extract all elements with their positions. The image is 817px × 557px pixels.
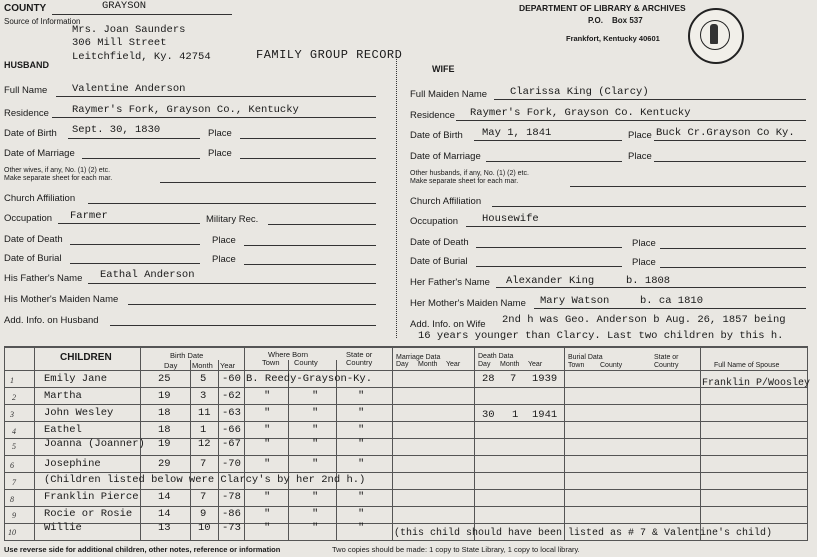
header-country: Country [346, 358, 373, 367]
wife-other-husbands-note-2: Make separate sheet for each mar. [410, 178, 519, 185]
child-name: Martha [44, 390, 82, 402]
birth-county: " [312, 390, 319, 402]
source-label: Source of Information [4, 17, 81, 26]
header-spouse: Full Name of Spouse [714, 362, 780, 369]
wife-burial-place-label: Place [632, 257, 656, 268]
birth-town: " [264, 458, 271, 470]
header-marriage-data: Marriage Data [396, 354, 441, 361]
county-label: COUNTY [4, 3, 47, 14]
wife-death-label: Date of Death [410, 237, 469, 248]
birth-month: 10 [198, 522, 211, 534]
birth-year: -66 [222, 424, 241, 436]
wife-marriage-place-label: Place [628, 151, 652, 162]
underline [160, 182, 376, 183]
row-check-mark: 10 [8, 528, 16, 537]
husband-residence: Raymer's Fork, Grayson Co., Kentucky [72, 104, 299, 116]
po-box: Box 537 [612, 16, 643, 25]
birth-state: " [358, 458, 365, 470]
underline [244, 264, 376, 265]
header-burial-county: County [600, 362, 623, 369]
birth-month: 1 [200, 424, 207, 436]
wife-mother-birth: b. ca 1810 [640, 295, 704, 307]
husband-birth-label: Date of Birth [4, 128, 57, 139]
header-where-born: Where Born [268, 350, 309, 359]
birth-day: 18 [158, 424, 171, 436]
husband-church-label: Church Affiliation [4, 193, 76, 204]
wife-residence: Raymer's Fork, Grayson Co. Kentucky [470, 107, 691, 119]
child-name: Willie [44, 522, 82, 534]
header-children: CHILDREN [60, 352, 112, 363]
birth-year: -67 [222, 438, 241, 450]
birth-town: B. Reedy-Grayson-Ky. [246, 373, 373, 385]
wife-birth-place-label: Place [628, 130, 652, 141]
wife-add-info-label: Add. Info. on Wife [410, 319, 486, 330]
wife-church-label: Church Affiliation [410, 196, 482, 207]
underline [494, 99, 806, 100]
husband-add-info-label: Add. Info. on Husband [4, 315, 99, 326]
husband-burial-place-label: Place [212, 254, 236, 265]
husband-death-label: Date of Death [4, 234, 63, 245]
husband-full-name: Valentine Anderson [72, 83, 186, 95]
county-value: GRAYSON [102, 0, 147, 12]
husband-mother-label: His Mother's Maiden Name [4, 294, 119, 305]
header-death-month: Month [500, 361, 520, 368]
row-line [4, 472, 808, 473]
table-border [807, 346, 808, 540]
birth-day: 14 [158, 491, 171, 503]
county-underline [52, 14, 232, 15]
child-name: Josephine [44, 458, 101, 470]
header-marriage-month: Month [418, 361, 438, 368]
underline [474, 140, 622, 141]
wife-death-place-label: Place [632, 238, 656, 249]
row-check-mark: 3 [10, 410, 14, 419]
header-burial-town: Town [568, 362, 585, 369]
birth-month: 3 [200, 390, 207, 402]
wife-occupation-label: Occupation [410, 216, 459, 227]
department-city: Frankfort, Kentucky 40601 [566, 34, 660, 43]
header-birth-day: Day [164, 361, 178, 370]
birth-county: " [312, 458, 319, 470]
header-town: Town [262, 358, 280, 367]
underline [88, 203, 376, 204]
underline [654, 140, 806, 141]
header-birth-date: Birth Date [170, 351, 204, 360]
underline [476, 247, 622, 248]
row-line [4, 387, 808, 388]
wife-section-label: WIFE [432, 64, 455, 74]
header-burial-state: State or [654, 354, 679, 361]
birth-state: " [358, 390, 365, 402]
wife-mother-label: Her Mother's Maiden Name [410, 298, 526, 309]
spouse-name: Franklin P/Woosley [702, 378, 811, 389]
footer-left-note: Use reverse side for additional children, other notes, reference or information [4, 545, 281, 554]
row-line [4, 455, 808, 456]
birth-state: " [358, 407, 365, 419]
birth-county: " [312, 491, 319, 503]
child-name: Rocie or Rosie [44, 508, 133, 520]
source-line-1: Mrs. Joan Saunders [72, 24, 186, 36]
husband-birth: Sept. 30, 1830 [72, 124, 161, 136]
birth-day: 13 [158, 522, 171, 534]
birth-month: 7 [200, 458, 207, 470]
child-name: Emily Jane [44, 373, 108, 385]
column-line [700, 346, 701, 540]
wife-mother: Mary Watson [540, 295, 610, 307]
row-line [4, 421, 808, 422]
footer-right-note: Two copies should be made: 1 copy to State Library, 1 copy to local library. [332, 545, 580, 554]
birth-town: " [264, 508, 271, 520]
underline [486, 161, 622, 162]
wife-birth-label: Date of Birth [410, 130, 463, 141]
underline [660, 267, 806, 268]
underline [654, 161, 806, 162]
header-marriage-year: Year [446, 361, 461, 368]
second-husband-note: (Children listed below were Clarcy's by her 2nd h.) [44, 474, 366, 486]
divider [396, 56, 397, 338]
underline [70, 244, 200, 245]
underline [492, 206, 806, 207]
husband-full-name-label: Full Name [4, 85, 48, 96]
header-burial-country: Country [654, 362, 679, 369]
wife-burial-label: Date of Burial [410, 256, 468, 267]
wife-occupation: Housewife [482, 213, 539, 225]
husband-father: Eathal Anderson [100, 269, 195, 281]
husband-marriage-place-label: Place [208, 148, 232, 159]
wife-father-label: Her Father's Name [410, 277, 490, 288]
birth-town: " [264, 522, 271, 534]
underline [244, 245, 376, 246]
underline [240, 138, 376, 139]
birth-town: " [264, 424, 271, 436]
row-check-mark: 6 [10, 461, 14, 470]
birth-year: -78 [222, 491, 241, 503]
birth-county: " [312, 522, 319, 534]
birth-month: 7 [200, 491, 207, 503]
birth-year: -62 [222, 390, 241, 402]
birth-year: -86 [222, 508, 241, 520]
row-check-mark: 5 [12, 442, 16, 451]
row-check-mark: 2 [12, 393, 16, 402]
underline [240, 158, 376, 159]
wife-add-info-line-1: 2nd h was Geo. Anderson b Aug. 26, 1857 being [502, 314, 786, 326]
birth-county: " [312, 407, 319, 419]
header-county: County [294, 358, 318, 367]
column-line [244, 346, 245, 540]
husband-other-wives-note-2: Make separate sheet for each mar. [4, 175, 113, 182]
husband-other-wives-note-1: Other wives, if any, No. (1) (2) etc. [4, 167, 111, 174]
birth-state: " [358, 508, 365, 520]
child-name: Eathel [44, 424, 82, 436]
table-border [4, 346, 5, 540]
po-label: P.O. [588, 16, 603, 25]
row-check-mark: 4 [12, 427, 16, 436]
wife-birth: May 1, 1841 [482, 127, 552, 139]
wife-other-husbands-note-1: Other husbands, if any, No. (1) (2) etc. [410, 170, 529, 177]
underline [660, 248, 806, 249]
source-line-2: 306 Mill Street [72, 37, 167, 49]
seal-figure [710, 24, 718, 44]
child-name: Franklin Pierce [44, 491, 139, 503]
header-birth-year: Year [220, 361, 236, 370]
birth-state: " [358, 438, 365, 450]
husband-death-place-label: Place [212, 235, 236, 246]
row-line [4, 523, 808, 524]
birth-year: -73 [222, 522, 241, 534]
column-line [474, 346, 475, 540]
column-line [392, 346, 393, 540]
row-check-mark: 1 [10, 376, 14, 385]
death-day: 28 [482, 373, 495, 385]
row-check-mark: 8 [10, 495, 14, 504]
child-name: John Wesley [44, 407, 114, 419]
husband-burial-label: Date of Burial [4, 253, 62, 264]
birth-year: -63 [222, 407, 241, 419]
header-state: State or [346, 350, 373, 359]
birth-day: 25 [158, 373, 171, 385]
death-year: 1941 [532, 409, 558, 421]
birth-day: 29 [158, 458, 171, 470]
birth-year: -70 [222, 458, 241, 470]
header-death-data: Death Data [478, 353, 514, 360]
underline [496, 287, 806, 288]
state-seal [688, 8, 744, 64]
header-marriage-day: Day [396, 361, 409, 368]
wife-father: Alexander King [506, 275, 595, 287]
husband-section-label: HUSBAND [4, 60, 49, 70]
birth-town: " [264, 390, 271, 402]
birth-county: " [312, 438, 319, 450]
header-death-day: Day [478, 361, 491, 368]
death-year: 1939 [532, 373, 558, 385]
birth-year: -60 [222, 373, 241, 385]
row-line [4, 506, 808, 507]
husband-occupation: Farmer [70, 210, 108, 222]
underline [70, 263, 200, 264]
death-day: 30 [482, 409, 495, 421]
birth-month: 12 [198, 438, 211, 450]
underline [88, 283, 376, 284]
row-check-mark: 7 [12, 478, 16, 487]
underline [68, 138, 200, 139]
row-check-mark: 9 [12, 511, 16, 520]
birth-town: " [264, 407, 271, 419]
header-burial-data: Burial Data [568, 354, 603, 361]
child-name: Joanna (Joanner) [44, 438, 145, 450]
table-border [4, 540, 808, 541]
row-line [4, 489, 808, 490]
death-month: 7 [510, 373, 517, 385]
death-month: 1 [512, 409, 519, 421]
column-line [564, 346, 565, 540]
row-line [4, 404, 808, 405]
underline [110, 325, 376, 326]
birth-month: 9 [200, 508, 207, 520]
birth-day: 18 [158, 407, 171, 419]
underline [476, 266, 622, 267]
header-line [4, 370, 808, 371]
underline [534, 308, 806, 309]
husband-military-label: Military Rec. [206, 214, 259, 225]
birth-state: " [358, 424, 365, 436]
source-line-3: Leitchfield, Ky. 42754 [72, 51, 211, 63]
column-line [34, 346, 35, 540]
department-name: DEPARTMENT OF LIBRARY & ARCHIVES [519, 3, 686, 13]
header-birth-month: Month [192, 361, 213, 370]
birth-state: " [358, 522, 365, 534]
wife-residence-label: Residence [410, 110, 455, 121]
underline [58, 223, 200, 224]
wife-marriage-label: Date of Marriage [410, 151, 481, 162]
birth-county: " [312, 424, 319, 436]
birth-month: 11 [198, 407, 211, 419]
birth-county: " [312, 508, 319, 520]
wife-full-name: Clarissa King (Clarcy) [510, 86, 649, 98]
willie-note: (this child should have been listed as # 7 & Valentine's child) [394, 528, 773, 539]
husband-marriage-label: Date of Marriage [4, 148, 75, 159]
birth-day: 14 [158, 508, 171, 520]
table-border [4, 346, 808, 348]
birth-town: " [264, 438, 271, 450]
husband-occupation-label: Occupation [4, 213, 53, 224]
birth-state: " [358, 491, 365, 503]
wife-birth-place: Buck Cr.Grayson Co Ky. [656, 127, 795, 139]
underline [466, 226, 806, 227]
underline [268, 224, 376, 225]
birth-day: 19 [158, 390, 171, 402]
birth-month: 5 [200, 373, 207, 385]
underline [56, 96, 376, 97]
wife-add-info-line-2: 16 years younger than Clarcy. Last two children by this h. [418, 330, 784, 342]
underline [570, 186, 806, 187]
underline [128, 304, 376, 305]
husband-residence-label: Residence [4, 108, 49, 119]
birth-day: 19 [158, 438, 171, 450]
underline [456, 120, 806, 121]
husband-father-label: His Father's Name [4, 273, 83, 284]
underline [52, 117, 376, 118]
form-title: FAMILY GROUP RECORD [256, 48, 403, 62]
underline [82, 158, 200, 159]
wife-full-name-label: Full Maiden Name [410, 89, 488, 100]
header-death-year: Year [528, 361, 543, 368]
wife-father-birth: b. 1808 [626, 275, 671, 287]
birth-town: " [264, 491, 271, 503]
husband-birth-place-label: Place [208, 128, 232, 139]
